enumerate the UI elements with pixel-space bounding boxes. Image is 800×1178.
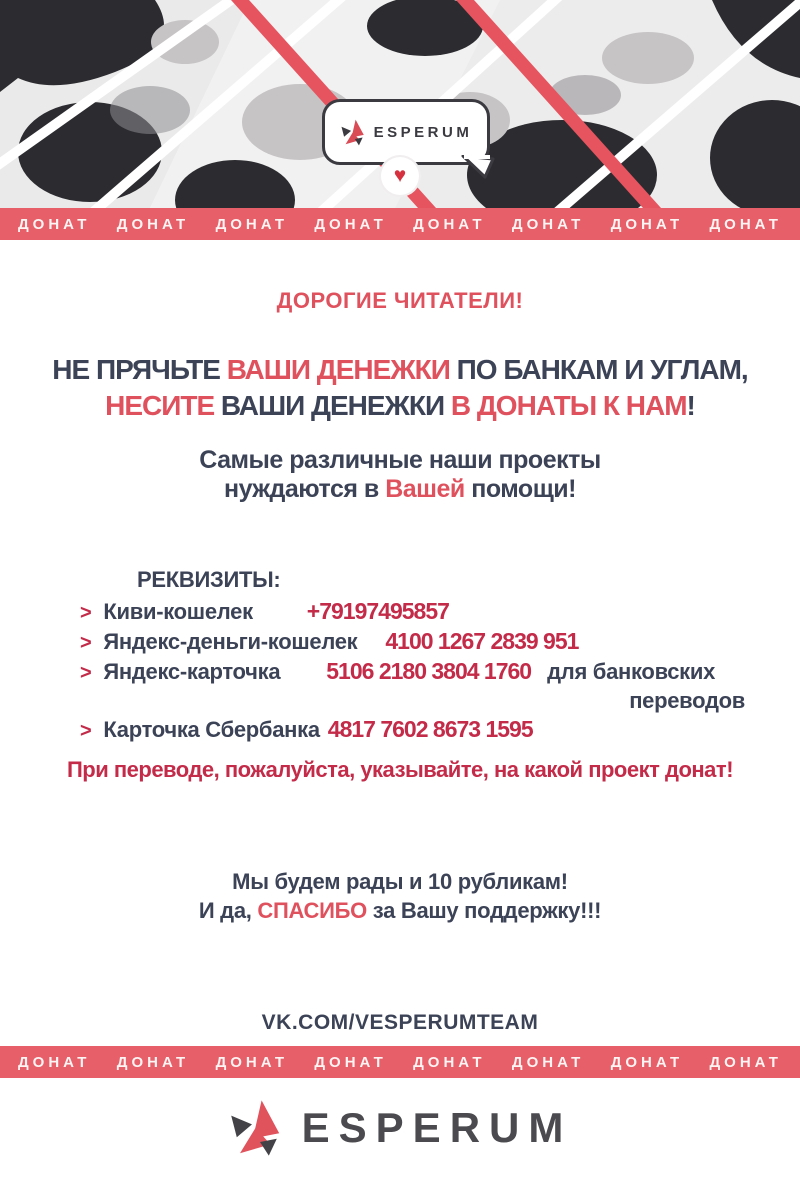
bullet-icon: > <box>80 720 92 742</box>
donat-label: ДОНАТ <box>511 1053 585 1071</box>
thanks-line2: И да, СПАСИБО за Вашу поддержку!!! <box>198 898 602 923</box>
greeting-title: ДОРОГИЕ ЧИТАТЕЛИ! <box>276 288 524 313</box>
headline <box>0 352 800 424</box>
requisite-value: 5106 2180 3804 1760 <box>326 658 532 684</box>
donat-label: ДОНАТ <box>18 1053 91 1071</box>
headline-line1: НЕ ПРЯЧЬТЕ ВАШИ ДЕНЕЖКИ ПО БАНКАМ И УГЛАМ, <box>52 354 748 385</box>
donat-label: ДОНАТ <box>610 1053 684 1071</box>
sub-line2: нуждаются в Вашей помощи! <box>224 475 576 503</box>
requisites-section <box>0 566 800 745</box>
requisite-label: Яндекс-деньги-кошелек <box>103 629 358 654</box>
esperum-star-icon <box>340 118 366 147</box>
requisite-label: Киви-кошелек <box>103 599 253 624</box>
sub-headline <box>0 446 800 504</box>
vk-link[interactable]: VK.COM/VESPERUMTEAM <box>261 1011 539 1034</box>
requisite-label: Карточка Сбербанка <box>103 717 320 742</box>
headline-line2: НЕСИТЕ ВАШИ ДЕНЕЖКИ В ДОНАТЫ К НАМ! <box>105 390 695 421</box>
thanks-line1: Мы будем рады и 10 рубликам! <box>232 869 568 894</box>
donat-label: ДОНАТ <box>215 1053 288 1071</box>
donat-label: ДОНАТ <box>314 215 387 233</box>
footer-logo-text: ESPERUM <box>301 1104 573 1151</box>
heart-icon: ♥ <box>393 163 407 187</box>
donat-label: ДОНАТ <box>18 215 91 233</box>
requisite-row-yandex-card <box>0 657 800 687</box>
requisite-label: Яндекс-карточка <box>103 659 281 684</box>
bullet-icon: > <box>80 602 92 624</box>
requisites-title: РЕКВИЗИТЫ: <box>137 567 281 592</box>
donat-banner-top <box>0 208 800 240</box>
bubble-logo-text: ESPERUM <box>373 123 473 141</box>
donat-label: ДОНАТ <box>314 1053 387 1071</box>
header-collage <box>0 0 800 208</box>
donat-label: ДОНАТ <box>511 215 585 233</box>
bullet-icon: > <box>80 632 92 654</box>
footer-logo <box>0 1078 800 1178</box>
donat-label: ДОНАТ <box>610 215 684 233</box>
donat-label: ДОНАТ <box>413 215 486 233</box>
donat-label: ДОНАТ <box>116 215 190 233</box>
bullet-icon: > <box>80 662 92 684</box>
requisite-row-qiwi <box>0 597 800 627</box>
transfer-notice: При переводе, пожалуйста, указывайте, на какой проект донат! <box>66 757 734 782</box>
donat-label: ДОНАТ <box>215 215 288 233</box>
esperum-star-icon <box>228 1097 284 1159</box>
donat-banner-bottom <box>0 1046 800 1078</box>
donat-label: ДОНАТ <box>709 215 782 233</box>
logo-bubble <box>322 99 490 165</box>
requisite-row-yandex-money <box>0 627 800 657</box>
donat-label: ДОНАТ <box>413 1053 486 1071</box>
requisite-value: +79197495857 <box>306 598 449 624</box>
main-content <box>0 240 800 1046</box>
heart-badge <box>381 157 419 195</box>
requisite-note: для банковских <box>547 659 716 684</box>
requisite-value: 4817 7602 8673 1595 <box>327 716 533 742</box>
thanks-block <box>0 867 800 925</box>
requisite-value: 4100 1267 2839 951 <box>385 628 579 654</box>
requisite-row-sberbank <box>0 715 800 745</box>
requisite-note-wrap: переводов <box>629 688 745 713</box>
donat-label: ДОНАТ <box>709 1053 782 1071</box>
sub-line1: Самые различные наши проекты <box>199 446 601 474</box>
bubble-tail <box>457 155 497 181</box>
donat-label: ДОНАТ <box>116 1053 190 1071</box>
